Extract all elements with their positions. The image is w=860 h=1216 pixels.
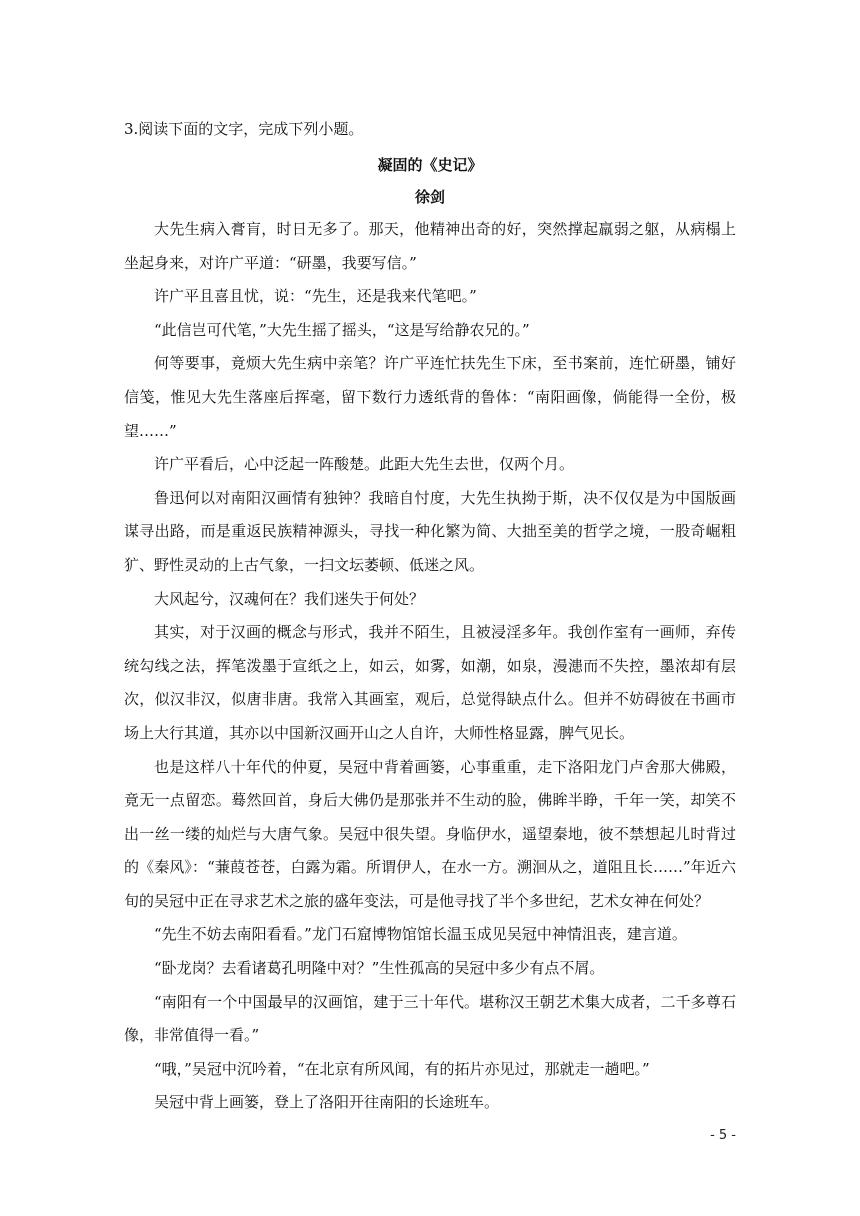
paragraph: 何等要事，竟烦大先生病中亲笔？许广平连忙扶先生下床，至书案前，连忙研墨，铺好信笺，惟见大先生落座后挥毫，留下数行力透纸背的鲁体：“南阳画像，倘能得一全份，极望……” [124, 354, 736, 440]
paragraph: “此信岂可代笔，”大先生摇了摇头，“这是写给静农兄的。” [154, 320, 530, 339]
page-number: - 5 - [710, 1128, 736, 1143]
paragraph: 鲁迅何以对南阳汉画情有独钟？我暗自忖度，大先生执拗于斯，决不仅仅是为中国版画谋寻出路，而是重返民族精神源头，寻找一种化繁为简、大拙至美的哲学之境，一股奇崛粗犷、野性灵动的上古气象，一扫文坛萎顿、低迷之风。 [124, 488, 736, 574]
paragraph: 许广平且喜且忧，说：“先生，还是我来代笔吧。” [154, 287, 477, 306]
paragraph: “先生不妨去南阳看看。”龙门石窟博物馆馆长温玉成见吴冠中神情沮丧，建言道。 [154, 925, 687, 944]
paragraph: “南阳有一个中国最早的汉画馆，建于三十年代。堪称汉王朝艺术集大成者，二千多尊石像，非常值得一看。” [124, 992, 736, 1045]
paragraph: 吴冠中背上画篓，登上了洛阳开往南阳的长途班车。 [154, 1093, 500, 1112]
paragraph: 也是这样八十年代的仲夏，吴冠中背着画篓，心事重重，走下洛阳龙门卢舍那大佛殿，竟无一点留恋。蓦然回首，身后大佛仍是那张并不生动的脸，佛眸半睁，千年一笑，却笑不出一丝一缕的灿烂与大唐气象。吴冠中很失望。身临伊水，遥望秦地，彼不禁想起儿时背过的《秦风》：“蒹葭苍苍，白露为霜。所谓伊人，在水一方。溯洄从之，道阻且长……”年近六旬的吴冠中正在寻求艺术之旅的盛年变法，可是他寻找了半个多世纪，艺术女神在何处？ [124, 757, 736, 910]
paragraph: 其实，对于汉画的概念与形式，我并不陌生，且被浸淫多年。我创作室有一画师，弃传统勾线之法，挥笔泼墨于宣纸之上，如云，如雾，如潮，如泉，漫漶而不失控，墨浓却有层次，似汉非汉，似唐非唐。我常入其画室，观后，总觉得缺点什么。但并不妨碍彼在书画市场上大行其道，其亦以中国新汉画开山之人自许，大师性格显露，脾气见长。 [124, 623, 736, 742]
paragraph: 许广平看后，心中泛起一阵酸楚。此距大先生去世，仅两个月。 [154, 455, 575, 474]
question-header: 3.阅读下面的文字，完成下列小题。 [124, 120, 364, 138]
article-title: 凝固的《史记》 [377, 156, 483, 174]
paragraph: 大先生病入膏肓，时日无多了。那天，他精神出奇的好，突然撑起羸弱之躯，从病榻上坐起身来，对许广平道：“研墨，我要写信。” [124, 220, 736, 272]
document-body [124, 113, 736, 1120]
paragraph: “卧龙岗？去看诸葛孔明隆中对？”生性孤高的吴冠中多少有点不屑。 [154, 959, 605, 978]
paragraph: “哦，”吴冠中沉吟着，“在北京有所风闻，有的拓片亦见过，那就走一趟吧。” [154, 1059, 650, 1078]
paragraph: 大风起兮，汉魂何在？我们迷失于何处？ [154, 589, 425, 608]
article-author: 徐剑 [414, 188, 445, 206]
